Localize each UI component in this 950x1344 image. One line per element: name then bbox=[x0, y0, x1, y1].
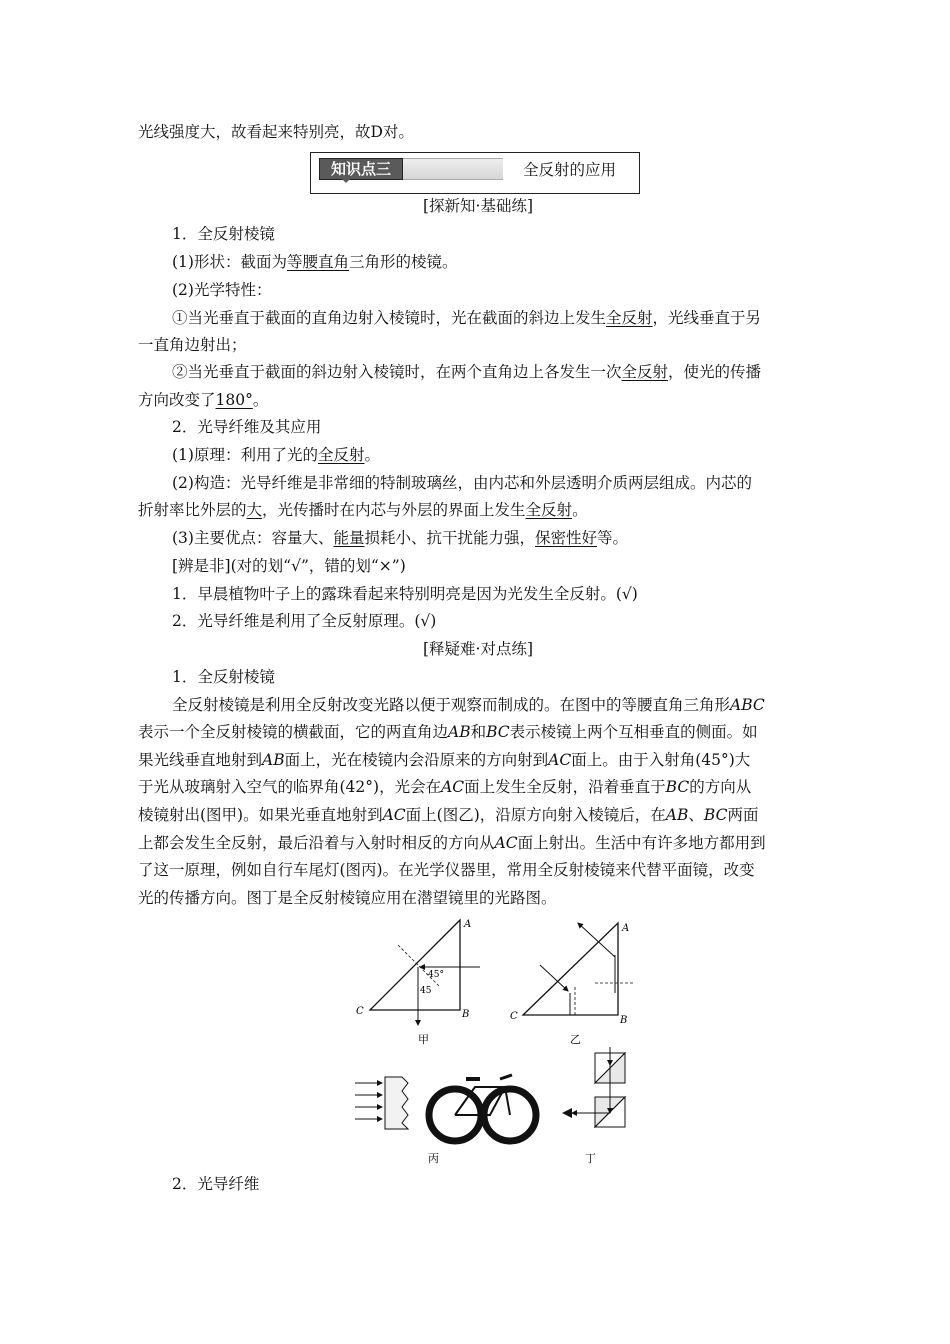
fiber-structure: (2)构造：光导纤维是非常细的特制玻璃丝，由内芯和外层透明介质两层组成。内芯的 bbox=[172, 474, 752, 492]
prism-optical: (2)光学特性： bbox=[172, 281, 272, 299]
caption-ding: 丁 bbox=[585, 1152, 596, 1165]
label-B-yi: B bbox=[620, 1015, 628, 1026]
prism-case2-cont: 方向改变了180°。 bbox=[138, 391, 269, 409]
eye-icon bbox=[562, 1108, 572, 1118]
heading-prism: 1．全反射棱镜 bbox=[172, 225, 275, 243]
fiber-principle: (1)原理：利用了光的全反射。 bbox=[172, 446, 380, 464]
angle-label-1: 45° bbox=[428, 970, 444, 980]
label-A-yi: A bbox=[622, 923, 630, 934]
prism-shape: (1)形状：截面为等腰直角三角形的棱镜。 bbox=[172, 253, 458, 271]
label-B-jia: B bbox=[462, 1009, 470, 1020]
section-header-basic: [探新知·基础练] bbox=[422, 197, 534, 215]
figure-jia bbox=[356, 919, 480, 1046]
figure-ding bbox=[562, 1047, 625, 1165]
inner-ray-yi-2 bbox=[570, 979, 618, 1015]
figure-yi bbox=[510, 923, 635, 1046]
label-C-jia: C bbox=[356, 1006, 364, 1017]
judge-item-1: 1．早晨植物叶子上的露珠看起来特别明亮是因为光发生全反射。(√) bbox=[172, 585, 638, 603]
exit-ray-yi bbox=[578, 923, 615, 957]
figure-area bbox=[340, 915, 660, 1170]
prism-case2: ②当光垂直于截面的斜边射入棱镜时，在两个直角边上各发生一次全反射，使光的传播 bbox=[172, 363, 762, 381]
para-line-1: 全反射棱镜是利用全反射改变光路以便于观察而制成的。在图中的等腰直角三角形ABC bbox=[172, 696, 765, 714]
bike-handlebar bbox=[500, 1075, 512, 1079]
prism-case1: ①当光垂直于截面的直角边射入棱镜时，光在截面的斜边上发生全反射，光线垂直于另 bbox=[172, 309, 762, 327]
knowledge-title: 全反射的应用 bbox=[523, 161, 617, 179]
angle-label-2: 45 bbox=[420, 986, 432, 996]
heading-prism-2: 1．全反射棱镜 bbox=[172, 668, 275, 686]
label-A-jia: A bbox=[464, 919, 472, 930]
fiber-structure-cont: 折射率比外层的大，光传播时在内芯与外层的界面上发生全反射。 bbox=[138, 501, 588, 519]
heading-fiber-2: 2．光导纤维 bbox=[172, 1175, 260, 1193]
normal-line-jia bbox=[398, 945, 440, 987]
prism-jia bbox=[370, 920, 460, 1010]
knowledge-badge: 知识点三 bbox=[319, 158, 403, 180]
para-line-5: 棱镜射出(图甲)。如果光垂直地射到AC面上(图乙)，沿原方向射入棱镜后，在AB、BC两面 bbox=[138, 806, 759, 824]
para-line-3: 果光线垂直地射到AB面上，光在棱镜内会沿原来的方向射到AC面上。由于入射角(45°)大 bbox=[138, 751, 751, 769]
knowledge-badge-pointer bbox=[341, 178, 351, 183]
figure-bing bbox=[355, 1075, 536, 1165]
para-line-7: 了这一原理，例如自行车尾灯(图丙)。在光学仪器里，常用全反射棱镜来代替平面镜，改变 bbox=[138, 861, 755, 879]
para-line-2: 表示一个全反射棱镜的横截面，它的两直角边AB和BC表示棱镜上两个互相垂直的侧面。如 bbox=[138, 723, 758, 741]
judge-item-2: 2．光导纤维是利用了全反射原理。(√) bbox=[172, 612, 437, 630]
top-text: 光线强度大，故看起来特别亮，故D对。 bbox=[138, 123, 414, 141]
incident-ray-yi bbox=[540, 965, 568, 991]
knowledge-box bbox=[310, 152, 640, 194]
para-line-4: 于光从玻璃射入空气的临界角(42°)，光会在AC面上发生全反射，沿着垂直于BC的方向从 bbox=[138, 778, 752, 796]
heading-fiber: 2．光导纤维及其应用 bbox=[172, 418, 322, 436]
caption-jia: 甲 bbox=[418, 1033, 429, 1046]
caption-yi: 乙 bbox=[570, 1033, 581, 1046]
prism-case1-cont: 一直角边射出； bbox=[138, 336, 247, 354]
label-C-yi: C bbox=[510, 1011, 518, 1022]
judge-heading: [辨是非](对的划“√”，错的划“×”) bbox=[172, 557, 406, 575]
caption-bing: 丙 bbox=[428, 1152, 439, 1165]
para-line-8: 光的传播方向。图丁是全反射棱镜应用在潜望镜里的光路图。 bbox=[138, 889, 557, 907]
tail-light bbox=[385, 1077, 408, 1129]
para-line-6: 上都会发生全反射，最后沿着与入射时相反的方向从AC面上射出。生活中有许多地方都用到 bbox=[138, 834, 766, 852]
knowledge-box-bar bbox=[401, 158, 503, 180]
fiber-advantages: (3)主要优点：容量大、能量损耗小、抗干扰能力强，保密性好等。 bbox=[172, 529, 629, 547]
section-header-explain: [释疑难·对点练] bbox=[422, 640, 534, 658]
